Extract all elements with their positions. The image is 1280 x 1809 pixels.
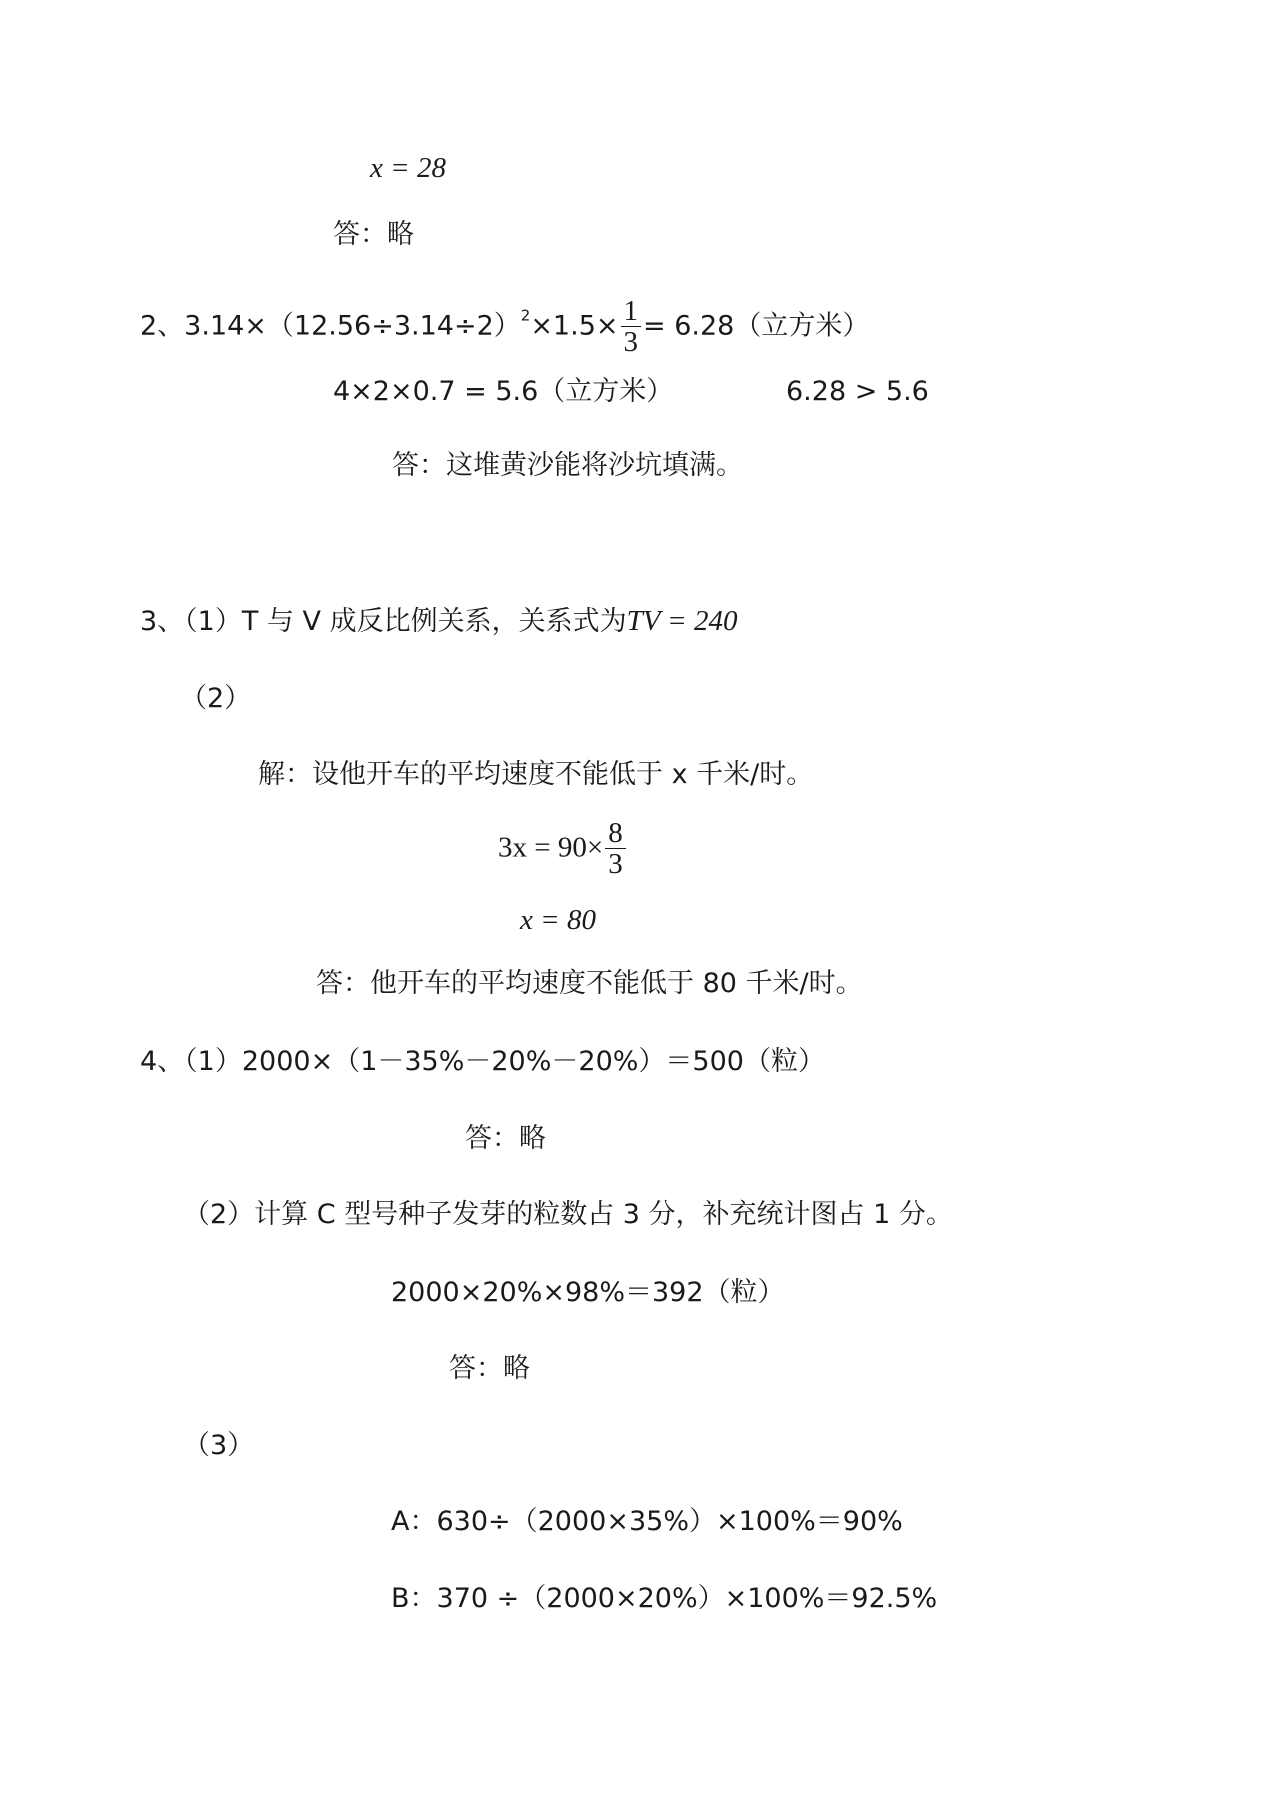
q2-line2-left: 4×2×0.7 = 5.6（立方米） (333, 376, 674, 407)
q3-fraction (605, 818, 626, 880)
q4-part2: （2）计算 C 型号种子发芽的粒数占 3 分，补充统计图占 1 分。 (183, 1199, 953, 1230)
q2-fraction (621, 296, 642, 358)
q2-exponent: 2 (520, 306, 531, 325)
q3-solve: 解：设他开车的平均速度不能低于 x 千米/时。 (258, 759, 814, 790)
q3-fraction-denominator: 3 (608, 848, 623, 881)
q4-answer2: 答：略 (449, 1353, 530, 1384)
q2-line1-mid: ×1.5× (530, 310, 619, 342)
q1-x-result: x = 28 (370, 152, 446, 184)
q3-fraction-numerator: 8 (605, 818, 626, 849)
q3-answer: 答：他开车的平均速度不能低于 80 千米/时。 (316, 968, 863, 999)
q2-line1-post: = 6.28（立方米） (643, 310, 870, 342)
q4-part2-calc: 2000×20%×98%＝392（粒） (391, 1277, 785, 1308)
q2-line1-pre: 2、3.14×（12.56÷3.14÷2） (140, 310, 521, 342)
q4-part3-label: （3） (183, 1430, 255, 1461)
q3-part2-label: （2） (180, 683, 252, 714)
q3-part1 (140, 607, 737, 636)
q4-a-line: A：630÷（2000×35%）×100%＝90% (391, 1506, 903, 1537)
q4-answer1: 答：略 (465, 1123, 546, 1154)
q2-line2-right: 6.28 > 5.6 (786, 376, 929, 407)
q2-fraction-denominator: 3 (623, 326, 638, 359)
q2-line1 (140, 296, 869, 358)
q2-fraction-numerator: 1 (621, 296, 642, 327)
q1-answer: 答：略 (333, 219, 414, 250)
q4-b-line: B：370 ÷（2000×20%）×100%＝92.5% (391, 1583, 938, 1614)
q3-result: x = 80 (520, 904, 596, 936)
q3-part1-formula: TV = 240 (626, 605, 738, 637)
q3-eq-left: 3x = 90× (498, 831, 604, 864)
q4-part1: 4、（1）2000×（1－35%－20%－20%）＝500（粒） (140, 1046, 825, 1077)
q3-part1-text: 3、（1）T 与 V 成反比例关系，关系式为 (140, 606, 627, 637)
q3-equation (498, 818, 628, 880)
q2-answer: 答：这堆黄沙能将沙坑填满。 (392, 450, 743, 481)
